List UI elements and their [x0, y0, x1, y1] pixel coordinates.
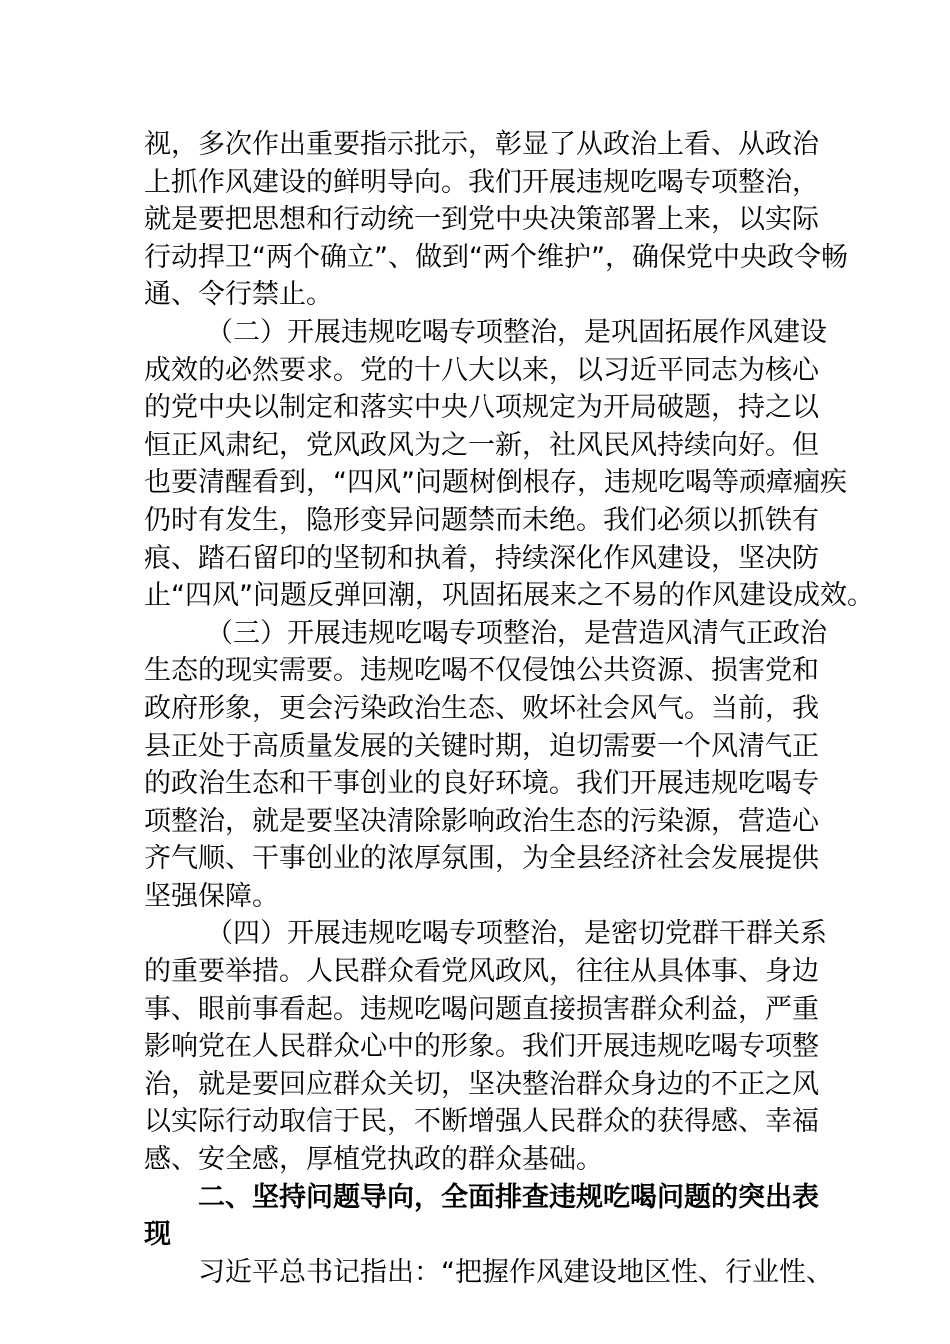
text-line: （四）开展违规吃喝专项整治，是密切党群干群关系	[206, 918, 827, 950]
paragraph-quote	[144, 1254, 833, 1292]
document-body	[144, 126, 874, 1291]
text-line: 上抓作风建设的鲜明导向。我们开展违规吃喝专项整治，	[144, 166, 819, 198]
text-line: 坚强保障。	[144, 880, 279, 912]
text-line: 影响党在人民群众心中的形象。我们开展违规吃喝专项整	[144, 1031, 819, 1063]
text-line: 行动捍卫“两个确立”、做到“两个维护”，确保党中央政令畅	[144, 241, 848, 273]
text-line: 也要清醒看到，“四风”问题树倒根存，违规吃喝等顽瘴痼疾	[144, 467, 847, 499]
text-line: 项整治，就是要坚决清除影响政治生态的污染源，营造心	[144, 805, 819, 837]
text-line: 的政治生态和干事创业的良好环境。我们开展违规吃喝专	[144, 768, 819, 800]
text-line: 县正处于高质量发展的关键时期，迫切需要一个风清气正	[144, 730, 819, 762]
text-line: 以实际行动取信于民，不断增强人民群众的获得感、幸福	[144, 1106, 819, 1138]
text-line: 感、安全感，厚植党执政的群众基础。	[144, 1144, 603, 1176]
heading-line: 二、坚持问题导向，全面排查违规吃喝问题的突出表	[198, 1181, 819, 1213]
paragraph-point-three	[144, 615, 827, 916]
paragraph-continuation	[144, 126, 848, 314]
text-line: 成效的必然要求。党的十八大以来，以习近平同志为核心	[144, 354, 819, 386]
text-line: 视，多次作出重要指示批示，彰显了从政治上看、从政治	[144, 129, 819, 160]
text-line: 事、眼前事看起。违规吃喝问题直接损害群众利益，严重	[144, 993, 819, 1025]
paragraph-point-four	[144, 915, 827, 1178]
text-line: 习近平总书记指出：“把握作风建设地区性、行业性、	[198, 1256, 833, 1288]
text-line: （二）开展违规吃喝专项整治，是巩固拓展作风建设	[206, 316, 827, 348]
section-heading	[144, 1179, 819, 1254]
text-line: 恒正风肃纪，党风政风为之一新，社风民风持续向好。但	[144, 429, 819, 461]
text-line: 的党中央以制定和落实中央八项规定为开局破题，持之以	[144, 392, 819, 424]
text-line: 生态的现实需要。违规吃喝不仅侵蚀公共资源、损害党和	[144, 655, 819, 687]
text-line: （三）开展违规吃喝专项整治，是营造风清气正政治	[206, 617, 827, 649]
text-line: 通、令行禁止。	[144, 279, 333, 311]
text-line: 治，就是要回应群众关切，坚决整治群众身边的不正之风	[144, 1068, 819, 1100]
text-line: 痕、踏石留印的坚韧和执着，持续深化作风建设，坚决防	[144, 542, 819, 574]
text-line: 就是要把思想和行动统一到党中央决策部署上来，以实际	[144, 204, 819, 236]
text-line: 齐气顺、干事创业的浓厚氛围，为全县经济社会发展提供	[144, 843, 819, 875]
text-line: 的重要举措。人民群众看党风政风，往往从具体事、身边	[144, 956, 819, 988]
text-line: 仍时有发生，隐形变异问题禁而未绝。我们必须以抓铁有	[144, 504, 819, 536]
text-line: 止“四风”问题反弹回潮，巩固拓展来之不易的作风建设成效。	[144, 580, 874, 612]
heading-line: 现	[144, 1219, 171, 1251]
text-line: 政府形象，更会污染政治生态、败坏社会风气。当前，我	[144, 692, 819, 724]
paragraph-point-two	[144, 314, 874, 615]
